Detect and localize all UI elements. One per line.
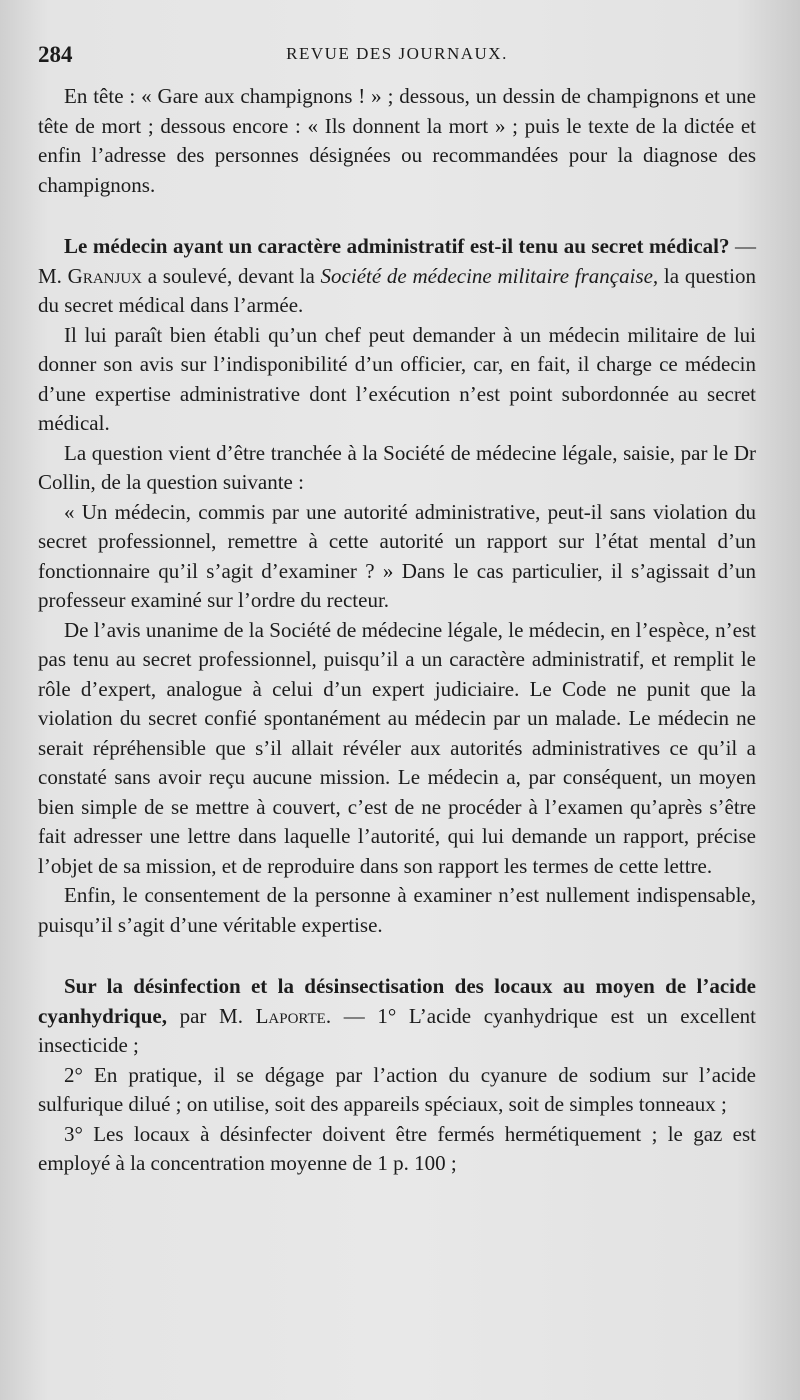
intro-paragraph: En tête : « Gare aux champignons ! » ; dessous, un dessin de champignons et une tête de mort ; dessous encore : « Ils donnent la mort » ; puis le texte de la dictée et enfin l’adresse des personnes désignées ou recommandées pour la diagnose des champignons. — [38, 84, 756, 197]
section1-paragraph: La question vient d’être tranchée à la Société de médecine légale, saisie, par le Dr Collin, de la question suivante : — [38, 440, 756, 494]
section1-title: Le médecin ayant un caractère administratif est-il tenu au secret médical? — [64, 234, 730, 258]
section1-after-society: la question du secret médical dans l’armée. — [38, 263, 756, 317]
section2-after-author: . — 1° L’acide cyanhydrique est un excellent insecticide ; — [38, 1003, 756, 1057]
section1-dash: — M. — [38, 234, 756, 288]
journal-title: REVUE DES JOURNAUX. — [286, 44, 508, 63]
section1-heading-paragraph — [38, 232, 756, 321]
section2-title: Sur la désinfection et la désinsectisation des locaux au moyen de l’acide cyanhydrique, — [38, 974, 756, 1028]
section1-paragraph: « Un médecin, commis par une autorité administrative, peut-il sans violation du secret professionnel, remettre à cette autorité un rapport sur l’état mental d’un fonctionnaire qu’il s’agit d’examiner ? » Dans le cas particulier, il s’agissait d’un professeur examiné sur l’ordre du recteur. — [38, 499, 756, 612]
section1-society: Société de médecine militaire française, — [320, 263, 659, 288]
running-head — [38, 36, 756, 72]
section1-paragraph: De l’avis unanime de la Société de médecine légale, le médecin, en l’espèce, n’est pas tenu au secret professionnel, puisqu’il a un caractère administratif, et remplit le rôle d’expert, analogue à celui d’un expert judiciaire. Le Code ne punit que la violation du secret confié spontanément au médecin par un malade. Le médecin ne serait répréhensible que s’il allait révéler aux autorités administratives ce qu’il a constaté sans avoir reçu aucune mission. Le médecin a, par conséquent, un moyen bien simple de se mettre à couvert, c’est de ne procéder à l’examen qu’après s’être fait adresser une lettre dans laquelle l’autorité, qui lui demande un rapport, précise l’objet de sa mission, et de reproduire dans son rapport les termes de cette lettre. — [38, 617, 756, 878]
section2-paragraph: 3° Les locaux à désinfecter doivent être fermés hermétiquement ; le gaz est employé à la concentration moyenne de 1 p. 100 ; — [38, 1121, 756, 1175]
section2-author: Laporte — [255, 1003, 326, 1028]
section1-paragraph: Enfin, le consentement de la personne à examiner n’est nullement indispensable, puisqu’il s’agit d’une véritable expertise. — [38, 883, 756, 937]
section2-heading-paragraph — [38, 972, 756, 1061]
section2-paragraph: 2° En pratique, il se dégage par l’action du cyanure de sodium sur l’acide sulfurique dilué ; on utilise, soit des appareils spéciaux, soit de simples tonneaux ; — [38, 1062, 756, 1116]
section2-par: par M. — [166, 1003, 256, 1028]
page-number: 284 — [38, 42, 73, 67]
section1-after-author: a soulevé, devant la — [142, 263, 321, 288]
section1-paragraph: Il lui paraît bien établi qu’un chef peut demander à un médecin militaire de lui donner son avis sur l’indisponibilité d’un officier, car, en fait, il charge ce médecin d’une expertise administrative dont l’exécution n’est point subordonnée au secret médical. — [38, 322, 756, 435]
section1-author: Granjux — [67, 263, 143, 288]
